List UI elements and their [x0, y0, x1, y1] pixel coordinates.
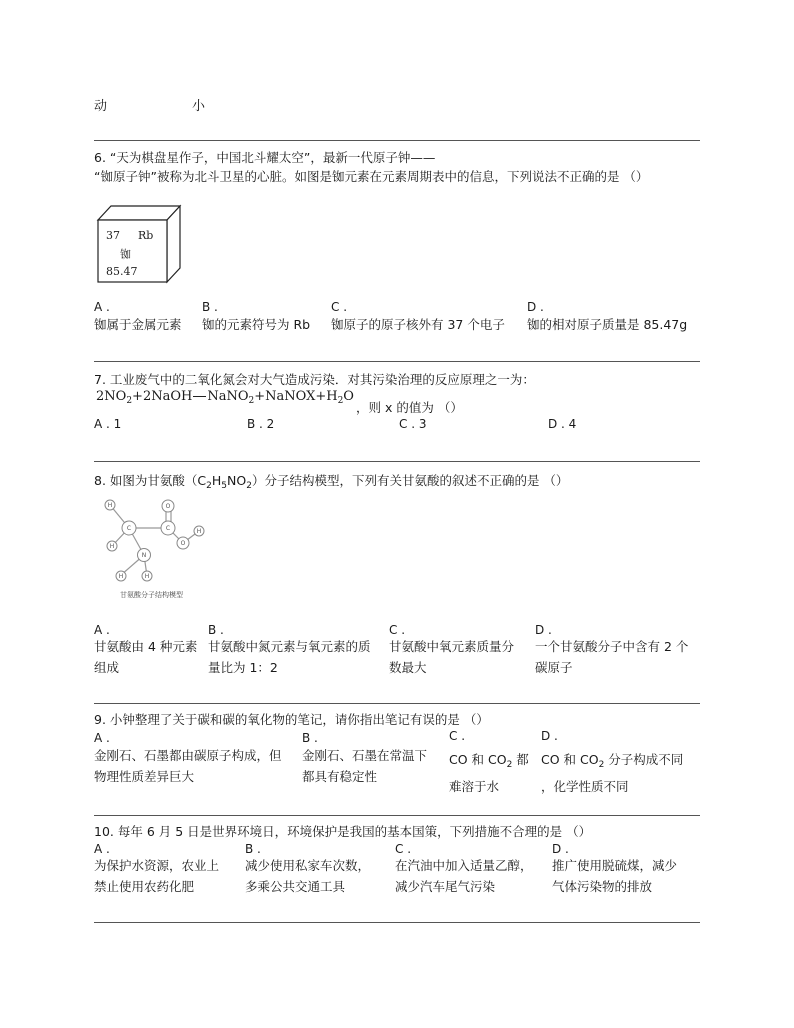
q7-option-b: B . 2 — [247, 417, 275, 431]
top-fragment-right: 小 — [192, 99, 206, 114]
q9-option-a-label: A . — [94, 731, 110, 745]
q9-option-c-label: C . — [449, 729, 466, 743]
divider — [94, 922, 700, 923]
q10-option-c-label: C . — [395, 842, 412, 856]
q7-stem-tail: ，则 x 的值为 （） — [356, 400, 463, 415]
q7-equation: $2NO_2+2NaOH$ $NaNO_2+NaNOX+H_2O$ — [96, 389, 354, 406]
q8-option-a-label: A . — [94, 623, 110, 637]
divider — [94, 815, 700, 816]
atom-o1: O — [165, 503, 171, 510]
q9-option-b-text: 金刚石、石墨在常温下 都具有稳定性 — [302, 748, 428, 784]
q9-option-d-label: D . — [541, 729, 558, 743]
q6-option-a-label: A . — [94, 300, 110, 314]
element-name: 铷 — [120, 248, 131, 261]
atomic-mass: 85.47 — [106, 265, 138, 278]
q7-stem: 7. 工业废气中的二氧化氮会对大气造成污染．对其污染治理的反应原理之一为： — [94, 372, 535, 387]
atom-h1: H — [196, 528, 202, 535]
q10-option-d-text: 推广使用脱硫煤，减少 气体污染物的排放 — [552, 858, 678, 894]
model-caption: 甘氨酸分子结构模型 — [120, 591, 183, 599]
rubidium-element-card — [93, 202, 185, 284]
top-fragment-left: 动 — [94, 99, 108, 114]
q8-option-d-label: D . — [535, 623, 552, 637]
q10-option-d-label: D . — [552, 842, 569, 856]
q8-option-a-text: 甘氨酸由 4 种元素 组成 — [94, 639, 198, 675]
atom-h4: H — [118, 573, 124, 580]
q9-stem: 9. 小钟整理了关于碳和碳的氧化物的笔记，请你指出笔记有误的是 （） — [94, 712, 489, 727]
q8-option-b-text: 甘氨酸中氮元素与氧元素的质 量比为 1：2 — [208, 639, 371, 675]
q10-option-c-text: 在汽油中加入适量乙醇， 减少汽车尾气污染 — [395, 858, 533, 894]
q9-option-c-text: CO 和 $CO_2$ 都 难溶于水 — [449, 752, 529, 794]
q10-option-a-text: 为保护水资源，农业上 禁止使用农药化肥 — [94, 858, 220, 894]
divider — [94, 703, 700, 704]
atomic-number: 37 — [106, 229, 120, 242]
q6-option-c-text: 铷原子的原子核外有 37 个电子 — [331, 317, 505, 332]
atom-h3: H — [109, 543, 115, 550]
q6-option-b-label: B . — [202, 300, 218, 314]
q7-option-a: A . 1 — [94, 417, 122, 431]
divider — [94, 461, 700, 462]
glycine-molecule-model — [100, 498, 220, 603]
q8-option-c-text: 甘氨酸中氧元素质量分 数最大 — [389, 639, 515, 675]
atom-o2: O — [180, 540, 186, 547]
q8-stem: 8. 如图为甘氨酸$(C_2H_5NO_2)$分子结构模型，下列有关甘氨酸的叙述不正确的是 （） — [94, 473, 569, 491]
divider — [94, 140, 700, 141]
q9-option-d-text: CO 和 $CO_2$ 分子构成不同 ，化学性质不同 — [541, 752, 684, 794]
q6-stem-line1: 6. “天为棋盘星作子，中国北斗耀太空”，最新一代原子钟—— — [94, 150, 436, 165]
q10-option-a-label: A . — [94, 842, 110, 856]
element-symbol: Rb — [138, 229, 154, 242]
q6-option-b-text: 铷的元素符号为 Rb — [202, 317, 311, 332]
atom-h5: H — [144, 573, 150, 580]
q6-stem-line2: “铷原子钟”被称为北斗卫星的心脏。如图是铷元素在元素周期表中的信息，下列说法不正确的是 （） — [94, 169, 649, 184]
q7-option-c: C . 3 — [399, 417, 427, 431]
atom-n: N — [141, 552, 147, 559]
q6-option-d-label: D . — [527, 300, 544, 314]
q7-option-d: D . 4 — [548, 417, 577, 431]
atom-c2: C — [165, 525, 171, 532]
q6-option-c-label: C . — [331, 300, 348, 314]
q8-option-c-label: C . — [389, 623, 406, 637]
atom-h2: H — [107, 502, 113, 509]
q9-option-b-label: B . — [302, 731, 318, 745]
q10-option-b-label: B . — [245, 842, 261, 856]
q8-option-d-text: 一个甘氨酸分子中含有 2 个 碳原子 — [535, 639, 689, 675]
q10-stem: 10. 每年 6 月 5 日是世界环境日，环境保护是我国的基本国策，下列措施不合理的是 （） — [94, 824, 592, 839]
atom-c1: C — [126, 525, 132, 532]
divider — [94, 361, 700, 362]
q10-option-b-text: 减少使用私家车次数， 多乘公共交通工具 — [245, 858, 371, 894]
q8-option-b-label: B . — [208, 623, 224, 637]
q9-option-a-text: 金刚石、石墨都由碳原子构成，但 物理性质差异巨大 — [94, 748, 282, 784]
q6-option-d-text: 铷的相对原子质量是 85.47g — [527, 317, 688, 332]
q6-option-a-text: 铷属于金属元素 — [94, 317, 182, 332]
